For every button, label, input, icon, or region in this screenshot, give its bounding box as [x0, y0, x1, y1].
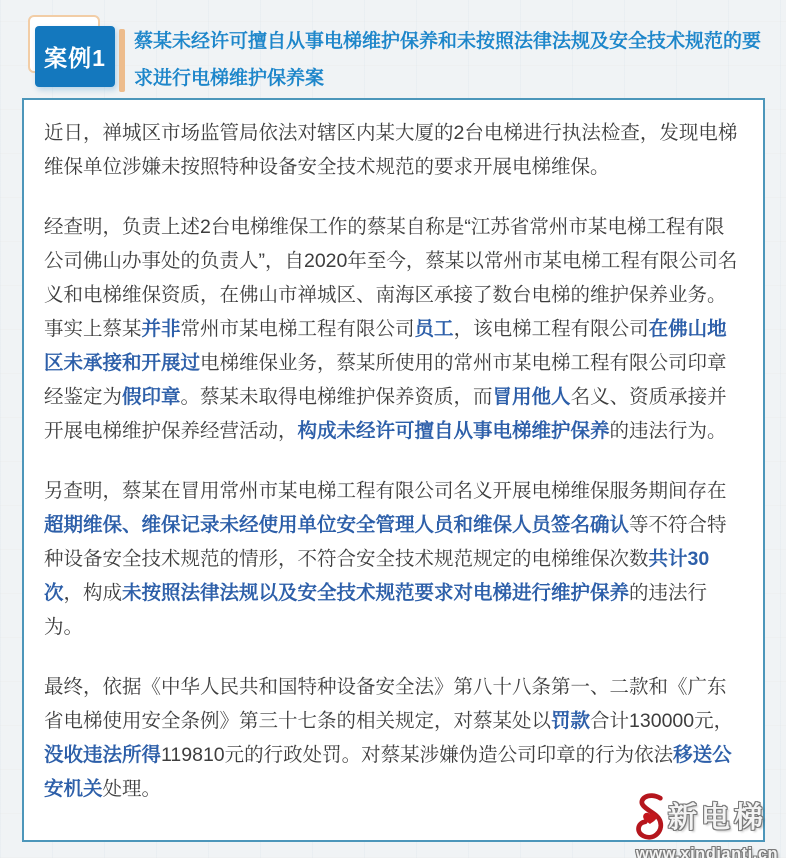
highlight-text: 构成未经许可擅自从事电梯维护保养: [297, 420, 610, 442]
highlight-text: 超期维保、维保记录未经使用单位安全管理人员和维保人员签名确认: [44, 514, 630, 536]
highlight-text: 没收违法所得: [44, 744, 162, 766]
case-badge-label: 案例1: [35, 26, 115, 87]
logo-url: www.xindianti.cn: [635, 845, 779, 858]
logo-name: 新电梯: [668, 801, 768, 834]
highlight-text: 未按照法律法规以及安全技术规范要求对电梯进行维护保养: [122, 582, 630, 604]
highlight-text: 冒用他人: [492, 386, 571, 408]
highlight-text: 员工: [414, 318, 454, 340]
text-run: 近日，禅城区市场监管局依法对辖区内某大厦的2台电梯进行执法检查，发现电梯维保单位涉嫌未按照特种设备安全技术规范的要求开展电梯维保。: [44, 122, 738, 178]
highlight-text: 并非: [141, 318, 181, 340]
title-accent-bar: [119, 29, 125, 92]
text-run: ，构成: [63, 582, 123, 604]
highlight-text: 罚款: [551, 710, 591, 732]
highlight-text: 假印章: [122, 386, 181, 408]
text-run: 的违法行为。: [609, 420, 727, 442]
text-run: 119810元的行政处罚。对蔡某涉嫌伪造公司印章的行为依法: [161, 744, 674, 766]
case-badge: [28, 15, 148, 95]
paragraph-3: [44, 474, 743, 644]
paragraph-1: [44, 116, 743, 184]
text-run: 合计130000元，: [590, 710, 734, 732]
text-run: 处理。: [102, 778, 162, 800]
paragraph-4: [44, 670, 743, 806]
text-run: 经查明，负责上述2台电梯维保工作的蔡某自称是“江苏省常州市某电梯工程有限公司佛山办事处的负责人”，自2020年至今，蔡某以常州市某电梯工程有限公司名义和电梯维保资质，在佛山市禅城区、南海区承接了数台电梯的维护保养业务。事实上蔡某: [44, 216, 738, 340]
highlight-text: 在佛山地区未承接和开展过: [44, 318, 727, 374]
xindianti-watermark: [632, 792, 782, 858]
text-run: 等不符合特种设备安全技术规范的情形，不符合安全技术规范规定的电梯维保次数: [44, 514, 727, 570]
logo-row: [632, 792, 782, 844]
text-run: 。蔡某未取得电梯维护保养资质，而: [180, 386, 493, 408]
highlight-text: 共计30次: [44, 548, 710, 604]
text-run: 最终，依据《中华人民共和国特种设备安全法》第八十八条第一、二款和《广东省电梯使用安全条例》第三十七条的相关规定，对蔡某处以: [44, 676, 727, 732]
text-run: 名义、资质承接并开展电梯维护保养经营活动，: [44, 386, 727, 442]
text-run: 另查明，蔡某在冒用常州市某电梯工程有限公司名义开展电梯维保服务期间存在: [44, 480, 727, 502]
case-content-box: [22, 98, 768, 842]
text-run: 电梯维保业务，蔡某所使用的常州市某电梯工程有限公司印章经鉴定为: [44, 352, 727, 408]
paragraph-2: [44, 210, 743, 448]
highlight-text: 移送公安机关: [44, 744, 732, 800]
xindianti-8-heart-icon: [632, 792, 666, 844]
text-run: 的违法行为。: [44, 582, 708, 638]
text-run: ，该电梯工程有限公司: [453, 318, 649, 340]
text-run: 常州市某电梯工程有限公司: [180, 318, 415, 340]
case-title: 蔡某未经许可擅自从事电梯维护保养和未按照法律法规及安全技术规范的要求进行电梯维护保养案: [134, 31, 762, 89]
